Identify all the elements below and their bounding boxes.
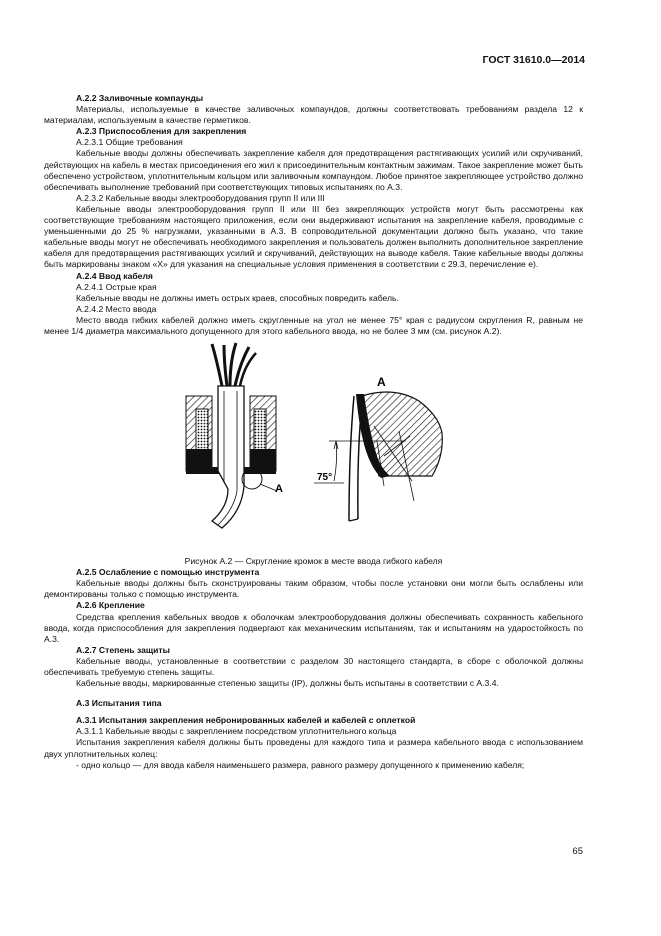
heading-a26: А.2.6 Крепление (76, 600, 145, 611)
subheading-a242: А.2.4.2 Место ввода (76, 303, 157, 314)
paragraph: Кабельные вводы должны обеспечивать закрепление кабеля для предотвращения растягивающих усилий или скручиваний, действующих на кабель в местах присоединения его жил к присоединительным контактным зажимам. Такое закрепление может быть обеспечено устройством, уплотнительным кольцом или заливочным компаундом. Любое принятое закрепляющее устройство должно обеспечивать выполнение требований при соответствующих типовых испытаниях по А.3. (44, 148, 583, 192)
heading-a27: А.2.7 Степень защиты (76, 644, 170, 655)
document-body (44, 93, 583, 771)
figure-caption: Рисунок А.2 — Скругление кромок в месте ввода гибкого кабеля (184, 556, 443, 567)
gland-section (186, 343, 283, 528)
detail-label-left: А (275, 483, 283, 496)
figure-a2 (44, 341, 583, 556)
heading-a24: А.2.4 Ввод кабеля (76, 270, 153, 281)
paragraph: Место ввода гибких кабелей должно иметь скругленные на угол не менее 75° края с радиусом скругления R, равным не менее 1/4 диаметра максимального допущенного для этого кабельного ввода, но не более 3 мм (см. рисунок А.2). (44, 314, 583, 336)
subheading-a311: А.3.1.1 Кабельные вводы с закреплением посредством уплотнительного кольца (76, 726, 397, 737)
cable-entry-drawing (44, 341, 583, 556)
paragraph: Кабельные вводы, установленные в соответствии с разделом 30 настоящего стандарта, в сборе с оболочкой должны обеспечивать требуемую степень защиты. (44, 655, 583, 677)
subheading-a231: А.2.3.1 Общие требования (76, 137, 183, 148)
paragraph: Материалы, используемые в качестве заливочных компаундов, должны соответствовать требованиям раздела 12 к материалам, используемым в качестве герметиков. (44, 104, 583, 126)
list-item: - одно кольцо — для ввода кабеля наименьшего размера, равного размеру допущенного к применению кабеля; (76, 759, 525, 770)
detail-a-view (314, 375, 442, 521)
paragraph: Средства крепления кабельных вводов к оболочкам электрооборудования должны обеспечивать сохранность кабельного ввода, когда приспособления для закрепления подвергают как механическим испытаниям, так и испытаниям на ударостойкость по А.3. (44, 611, 583, 644)
detail-label-right: А (377, 375, 386, 390)
heading-a23: А.2.3 Приспособления для закрепления (76, 126, 247, 137)
heading-a3: А.3 Испытания типа (76, 698, 162, 709)
paragraph: Испытания закрепления кабеля должны быть проведены для каждого типа и размера кабельного ввода с использованием двух уплотнительных колец: (44, 737, 583, 759)
paragraph: Кабельные вводы, маркированные степенью защиты (IP), должны быть испытаны в соответствии с А.3.4. (76, 678, 499, 689)
paragraph: Кабельные вводы электрооборудования групп II или III без закрепляющих устройств могут быть рассмотрены как соответствующие требованиям настоящего приложения, если они выдерживают испытания на закрепление кабеля, проводимые с уменьшенными до 25 % нагрузками, указанными в А.3. В сопроводительной документации должно быть указано, что такие кабельные вводы могут не обеспечивать необходимого закрепления и пользователь должен выполнить дополнительное закрепление кабеля для предотвращения растягивающих усилий и скручиваний, действующих на выводе кабеля. Такие кабельные вводы должны быть маркированы знаком «Х» для указания на специальные условия применения в соответствии с 29.3, перечисление е). (44, 203, 583, 270)
heading-a22: А.2.2 Заливочные компаунды (76, 93, 204, 103)
standard-number: ГОСТ 31610.0—2014 (482, 54, 585, 66)
subheading-a241: А.2.4.1 Острые края (76, 281, 157, 292)
heading-a31: А.3.1 Испытания закрепления небронированных кабелей и кабелей с оплеткой (76, 715, 416, 726)
angle-label: 75° (317, 472, 333, 484)
paragraph: Кабельные вводы не должны иметь острых краев, способных повредить кабель. (76, 292, 399, 303)
paragraph: Кабельные вводы должны быть сконструированы таким образом, чтобы после установки они могли быть ослаблены или демонтированы только с помощью инструмента. (44, 578, 583, 600)
heading-a25: А.2.5 Ослабление с помощью инструмента (76, 567, 260, 578)
page-number: 65 (572, 846, 583, 857)
subheading-a232: А.2.3.2 Кабельные вводы электрооборудования групп II или III (76, 192, 325, 203)
